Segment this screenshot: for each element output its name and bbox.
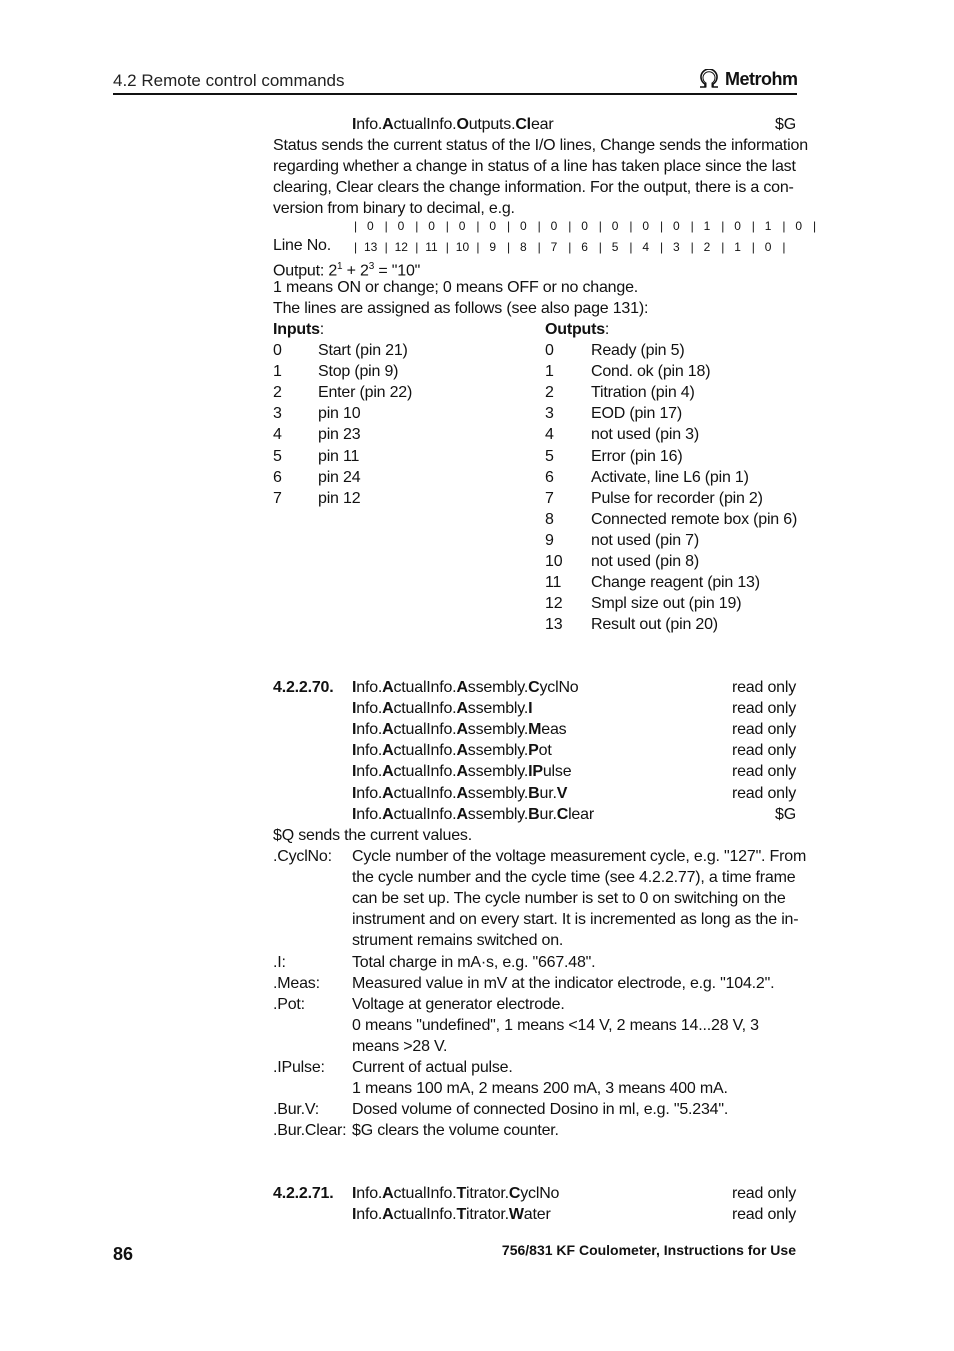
outputs-clear-suffix: $G: [775, 116, 796, 133]
pin-number: 1: [273, 363, 282, 381]
command-access: $G: [775, 805, 796, 823]
pin-description: pin 11: [318, 447, 360, 465]
bit-separator: |: [690, 219, 694, 233]
omega-logo-icon: [697, 69, 721, 89]
pin-number: 10: [545, 553, 563, 570]
definition-key: .Meas:: [273, 974, 320, 992]
pin-number: 2: [545, 384, 554, 402]
pin-description: pin 10: [318, 405, 361, 423]
pin-number: 9: [545, 531, 554, 549]
line-separator: |: [751, 240, 755, 254]
command-access: read only: [731, 1185, 796, 1202]
pin-description: Result out (pin 20): [591, 616, 718, 634]
definition-text: means >28 V.: [352, 1037, 448, 1055]
pin-number: 0: [273, 342, 282, 359]
definition-text: 0 means "undefined", 1 means <14 V, 2 means 14...28 V, 3: [352, 1016, 759, 1034]
bit-value: 0: [458, 219, 466, 233]
remote-command: Info.ActualInfo.Assembly.CyclNo: [352, 679, 579, 696]
definition-text: $G clears the volume counter.: [352, 1122, 559, 1140]
metrohm-logo: [697, 68, 798, 90]
status-text-line: clearing, Clear clears the change information. For the output, there is a con-: [273, 179, 794, 196]
line-separator: |: [354, 240, 358, 254]
pin-description: Cond. ok (pin 18): [591, 363, 711, 381]
definition-text: Measured value in mV at the indicator electrode, e.g. "104.2".: [352, 974, 775, 992]
definition-text: Cycle number of the voltage measurement cycle, e.g. "127". From: [352, 848, 807, 865]
bit-separator: |: [751, 219, 755, 233]
pin-description: Stop (pin 9): [318, 363, 399, 381]
line-number: 8: [520, 240, 527, 254]
line-separator: |: [537, 240, 541, 254]
section-number: 4.2.2.71.: [273, 1185, 334, 1202]
definition-text: Current of actual pulse.: [352, 1059, 513, 1076]
pin-number: 3: [545, 405, 554, 423]
command-access: read only: [731, 679, 796, 696]
bit-separator: |: [721, 219, 725, 233]
line-separator: |: [660, 240, 664, 254]
line-number: 4: [642, 240, 650, 254]
header-rule: [113, 93, 797, 95]
definition-text: can be set up. The cycle number is set to 0 on switching on the: [352, 890, 786, 908]
bit-separator: |: [629, 219, 633, 233]
bit-separator: |: [445, 219, 449, 233]
remote-command: Info.ActualInfo.Assembly.Meas: [352, 721, 567, 739]
bit-value: 0: [428, 219, 435, 233]
command-access: read only: [731, 784, 796, 802]
pin-description: Smpl size out (pin 19): [591, 595, 742, 613]
inputs-label: Inputs:: [273, 321, 325, 338]
pin-number: 1: [545, 363, 554, 381]
pin-number: 2: [273, 384, 282, 402]
output-example: Output: $2^1 + 2^3$ = "10": [273, 261, 421, 280]
command-access: read only: [731, 742, 796, 760]
remote-command: Info.ActualInfo.Assembly.IPulse: [352, 763, 572, 781]
definition-key: .Bur.V:: [273, 1101, 320, 1119]
line-separator: |: [598, 240, 602, 254]
command-access: read only: [731, 763, 796, 781]
line-number: 5: [611, 240, 619, 254]
command-access: read only: [731, 700, 796, 718]
bit-value: 0: [550, 219, 558, 233]
definition-text: Dosed volume of connected Dosino in ml, e.g. "5.234".: [352, 1101, 729, 1119]
page-number: 86: [113, 1244, 134, 1264]
definition-key: .CyclNo:: [273, 848, 332, 865]
definition-text: instrument and on every start. It is incremented as long as the in-: [352, 911, 799, 929]
pin-description: Start (pin 21): [318, 342, 408, 359]
definition-key: .Bur.Clear:: [273, 1122, 347, 1140]
remote-command: Info.ActualInfo.Assembly.Pot: [352, 742, 552, 760]
line-number: 9: [489, 240, 497, 254]
pin-description: not used (pin 3): [591, 426, 699, 444]
pin-number: 4: [273, 426, 282, 444]
definition-key: .I:: [273, 953, 286, 971]
remote-command: Info.ActualInfo.Titrator.Water: [352, 1206, 551, 1224]
line-number: 1: [734, 240, 741, 254]
definition-text: the cycle number and the cycle time (see 4.2.2.77), a time frame: [352, 869, 796, 887]
command-access: read only: [731, 1206, 796, 1224]
pin-number: 5: [273, 447, 282, 465]
bit-separator: |: [782, 219, 786, 233]
bit-value: 1: [764, 219, 772, 233]
line-separator: |: [476, 240, 480, 254]
line-separator: |: [690, 240, 694, 254]
bit-separator: |: [537, 219, 541, 233]
pin-number: 6: [545, 468, 554, 486]
assigned-text: The lines are assigned as follows (see also page 131):: [273, 300, 649, 317]
line-number: 10: [455, 240, 470, 254]
bit-separator: |: [507, 219, 511, 233]
pin-description: Activate, line L6 (pin 1): [591, 468, 749, 486]
section-number: 4.2.2.70.: [273, 679, 334, 696]
pin-description: pin 23: [318, 426, 361, 444]
bit-value: 0: [397, 219, 405, 233]
pin-number: 3: [273, 405, 282, 423]
pin-description: pin 12: [318, 489, 361, 507]
pin-description: Ready (pin 5): [591, 342, 685, 359]
bit-value: 0: [611, 219, 619, 233]
pin-description: EOD (pin 17): [591, 405, 682, 423]
pin-description: not used (pin 7): [591, 531, 699, 549]
line-separator: |: [721, 240, 725, 254]
pin-number: 0: [545, 342, 554, 359]
line-separator: |: [568, 240, 572, 254]
line-number: 12: [394, 240, 408, 254]
bit-separator: |: [660, 219, 664, 233]
footer-title: 756/831 KF Coulometer, Instructions for Use: [501, 1242, 796, 1258]
remote-command: Info.ActualInfo.Titrator.CyclNo: [352, 1185, 560, 1202]
line-number: 0: [764, 240, 772, 254]
bit-separator: |: [568, 219, 572, 233]
pin-description: Change reagent (pin 13): [591, 574, 760, 592]
pin-number: 4: [545, 426, 554, 444]
line-separator: |: [782, 240, 786, 254]
line-number: 2: [703, 240, 711, 254]
bit-separator: |: [354, 219, 358, 233]
pin-description: Enter (pin 22): [318, 384, 413, 402]
definition-text: Total charge in mA·s, e.g. "667.48".: [352, 953, 596, 971]
bit-value: 0: [520, 219, 527, 233]
pin-number: 12: [545, 595, 563, 613]
remote-command: Info.ActualInfo.Assembly.Bur.Clear: [352, 805, 594, 823]
pin-number: 6: [273, 468, 282, 486]
header-section-title: 4.2 Remote control commands: [113, 71, 345, 90]
q-sends-text: $Q sends the current values.: [273, 827, 472, 844]
remote-command: Info.ActualInfo.Assembly.I: [352, 700, 533, 718]
pin-number: 7: [545, 489, 554, 507]
bit-separator: |: [415, 219, 419, 233]
pin-number: 7: [273, 489, 282, 507]
bit-separator: |: [384, 219, 388, 233]
pin-number: 13: [545, 616, 563, 634]
bit-value: 0: [489, 219, 497, 233]
outputs-clear-command: Info.ActualInfo.Outputs.Clear: [352, 116, 554, 133]
pin-number: 11: [545, 574, 562, 592]
bit-value: 0: [673, 219, 680, 233]
means-text: 1 means ON or change; 0 means OFF or no change.: [273, 279, 639, 296]
line-separator: |: [629, 240, 633, 254]
bit-value: 0: [367, 219, 374, 233]
bit-value: 1: [703, 219, 711, 233]
line-number: 3: [673, 240, 680, 254]
definition-text: 1 means 100 mA, 2 means 200 mA, 3 means 400 mA.: [352, 1080, 728, 1098]
pin-description: Titration (pin 4): [591, 384, 695, 402]
pin-number: 8: [545, 510, 554, 528]
command-access: read only: [731, 721, 796, 739]
pin-description: Pulse for recorder (pin 2): [591, 489, 763, 507]
bit-separator: |: [476, 219, 480, 233]
bit-separator: |: [598, 219, 602, 233]
line-number: 13: [364, 240, 378, 254]
pin-description: Connected remote box (pin 6): [591, 510, 798, 528]
outputs-label: Outputs:: [545, 321, 610, 338]
line-separator: |: [445, 240, 449, 254]
bit-value: 0: [581, 219, 588, 233]
bit-value: 0: [795, 219, 803, 233]
line-separator: |: [415, 240, 419, 254]
line-separator: |: [384, 240, 388, 254]
bit-separator: |: [813, 219, 817, 233]
status-text-line: Status sends the current status of the I/O lines, Change sends the information: [273, 137, 808, 154]
logo-text: Metrohm: [725, 68, 798, 89]
line-number: 6: [581, 240, 588, 254]
definition-text: Voltage at generator electrode.: [352, 995, 565, 1013]
line-no-label: Line No.: [273, 237, 331, 254]
definition-key: .IPulse:: [273, 1059, 325, 1076]
pin-description: pin 24: [318, 468, 361, 486]
bit-value: 0: [734, 219, 741, 233]
line-number: 11: [425, 240, 438, 254]
bit-value: 0: [642, 219, 650, 233]
status-text-line: regarding whether a change in status of a line has taken place since the last: [273, 158, 796, 175]
remote-command: Info.ActualInfo.Assembly.Bur.V: [352, 784, 568, 802]
pin-description: not used (pin 8): [591, 553, 699, 570]
status-text-line: version from binary to decimal, e.g.: [273, 200, 515, 217]
definition-text: strument remains switched on.: [352, 932, 564, 950]
pin-number: 5: [545, 447, 554, 465]
pin-description: Error (pin 16): [591, 447, 683, 465]
line-separator: |: [507, 240, 511, 254]
line-number: 7: [550, 240, 558, 254]
definition-key: .Pot:: [273, 995, 305, 1013]
